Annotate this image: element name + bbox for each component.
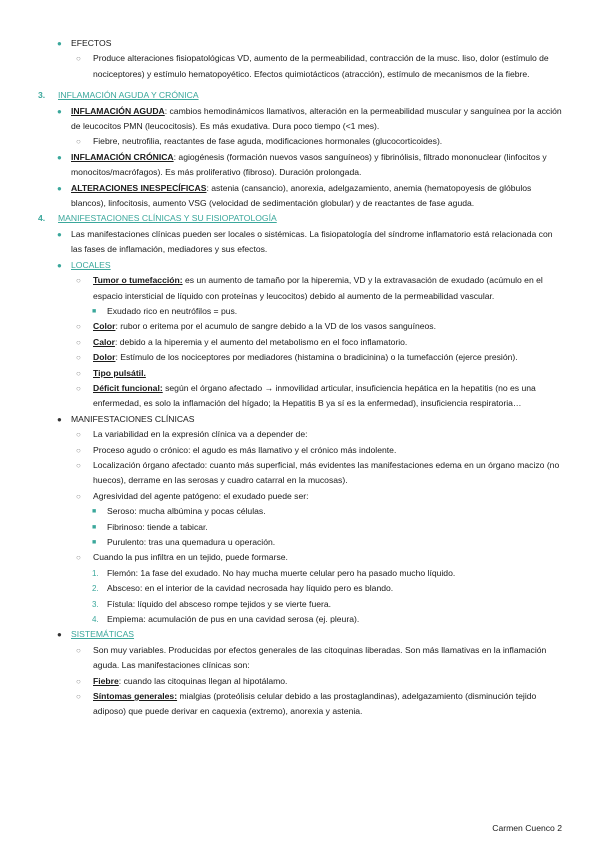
section-3-number: 3. — [38, 90, 46, 101]
sintomas-label: Síntomas generales: — [93, 691, 178, 702]
manif-item-4: Agresividad del agente patógeno: el exudado puede ser: — [93, 490, 309, 501]
list-item-color — [0, 319, 600, 334]
empiema: Empiema: acumulación de pus en una cavidad serosa (ej. pleura). — [107, 614, 360, 625]
list-item — [0, 566, 600, 581]
section-4-number: 4. — [38, 213, 46, 224]
square-bullet-icon: ■ — [92, 523, 97, 531]
square-bullet-icon: ■ — [92, 539, 97, 546]
circle-bullet-icon: ○ — [76, 645, 81, 655]
square-bullet-icon: ■ — [92, 307, 97, 315]
tipo-label: Tipo pulsátil. — [93, 367, 146, 378]
efectos-text: Produce alteraciones fisiopatológicas VD, aumento de la permeabilidad, contracción de la musc. liso, dolor (estímulo de nociceptores) y estímulo hematopoyético. Efectos quimiotácticos (atracción), estímulo de mecanismos de la fiebre. — [93, 53, 549, 79]
list-item — [0, 520, 600, 535]
circle-bullet-icon: ○ — [76, 322, 81, 332]
list-item — [0, 597, 600, 612]
inesp-label: ALTERACIONES INESPECÍFICAS — [71, 182, 207, 193]
sist-intro: Son muy variables. Producidas por efectos generales de las citoquinas liberadas. Son más llamativas en la inflamación aguda. Las manifestaciones clínicas son: — [93, 644, 547, 671]
bullet-icon: ● — [57, 414, 62, 424]
tumor-text: es un aumento de tamaño por la hiperemia, VD y la extravasación de exudado (acúmulo en el espacio intersticial de líquido con proteínas y leucocitos) debido al aumento de la permeabilidad vascular. — [93, 275, 543, 301]
list-item — [0, 581, 600, 596]
list-item — [0, 535, 600, 550]
circle-bullet-icon: ○ — [76, 491, 81, 501]
document-page — [0, 36, 600, 720]
inesp-text: : astenia (cansancio), anorexia, adelgazamiento, anemia (hematopoyesis de glóbulos blancos), linfocitosis, aumento VSG (velocidad de sedimentación globular) y de reactantes de fase aguda. — [71, 182, 532, 209]
list-item-deficit — [0, 381, 600, 412]
manif-item-1: La variabilidad en la expresión clínica va a depender de: — [93, 429, 308, 440]
list-item-sintomas — [0, 689, 600, 720]
bullet-icon: ● — [57, 106, 62, 116]
calor-label: Calor — [93, 336, 115, 347]
circle-bullet-icon: ○ — [76, 337, 81, 347]
section-4-intro: Las manifestaciones clínicas pueden ser locales o sistémicas. La fisiopatología del síndrome inflamatorio está relacionada con las fases de inflamación, mediadores y sus efectos. — [71, 228, 553, 255]
exudado-purulento: Purulento: tras una quemadura u operación. — [107, 537, 276, 547]
manif-title: MANIFESTACIONES CLÍNICAS — [71, 413, 195, 424]
list-item — [0, 489, 600, 504]
list-item — [0, 643, 600, 674]
list-item — [0, 504, 600, 519]
list-item-inespecificas — [0, 181, 600, 212]
list-item-locales — [0, 258, 600, 273]
circle-bullet-icon: ○ — [76, 676, 81, 686]
dolor-label: Dolor — [93, 352, 116, 363]
fistula: Fístula: líquido del absceso rompe tejidos y se vierte fuera. — [107, 598, 332, 609]
square-bullet-icon: ■ — [92, 508, 97, 516]
list-item-dolor — [0, 350, 600, 365]
bullet-icon: ● — [57, 183, 62, 193]
deficit-text: según el órgano afectado → inmovilidad articular, insuficiencia hepática en la hepatitis (no es una enfermedad, es solo la inflamación del hígado; la Hepatitis B ya sí es la enfermedad), insuficiencia respiratoria… — [93, 382, 536, 409]
section-3-title: INFLAMACIÓN AGUDA Y CRÓNICA — [58, 90, 199, 101]
aguda-text: : cambios hemodinámicos llamativos, alteración en la permeabilidad muscular y sanguínea por la acción de leucocitos PMN (leucocitosis). Es más exudativa. Dura poco tiempo (<1 mes). — [71, 105, 562, 132]
circle-bullet-icon: ○ — [76, 460, 81, 470]
section-4-heading — [0, 211, 600, 226]
list-item — [0, 427, 600, 442]
cronica-label: INFLAMACIÓN CRÓNICA — [71, 151, 174, 162]
tumor-sub: Exudado rico en neutrófilos = pus. — [107, 305, 238, 316]
list-number: 3. — [92, 599, 99, 609]
dolor-text: : Estímulo de los nociceptores por mediadores (histamina o bradicinina) o la tumefacción (ejerce presión). — [115, 352, 518, 363]
calor-text: : debido a la hiperemia y el aumento del metabolismo en el foco inflamatorio. — [114, 336, 408, 347]
locales-title: LOCALES — [71, 259, 111, 270]
color-text: : rubor o eritema por el acumulo de sangre debido a la VD de los vasos sanguíneos. — [115, 321, 436, 332]
deficit-label: Déficit funcional: — [93, 382, 163, 393]
list-item-cronica — [0, 150, 600, 181]
section-3-heading — [0, 88, 600, 103]
circle-bullet-icon: ○ — [76, 276, 81, 286]
list-item-aguda — [0, 104, 600, 135]
list-number: 4. — [92, 615, 99, 625]
sintomas-text: mialgias (proteólisis celular debido a las prostaglandinas), adelgazamiento (disminución tejido adiposo) que puede derivar en caquexia (extremo), anorexia y astenia. — [93, 691, 537, 717]
circle-bullet-icon: ○ — [76, 383, 81, 393]
sist-title: SISTEMÁTICAS — [71, 629, 135, 640]
exudado-seroso: Seroso: mucha albúmina y pocas células. — [107, 506, 266, 517]
list-item — [0, 612, 600, 627]
circle-bullet-icon: ○ — [76, 445, 81, 455]
circle-bullet-icon: ○ — [76, 553, 81, 563]
circle-bullet-icon: ○ — [76, 368, 81, 378]
list-item-efectos-text — [0, 51, 600, 82]
color-label: Color — [93, 321, 116, 332]
bullet-icon: ● — [57, 260, 62, 270]
manif-item-2: Proceso agudo o crónico: el agudo es más llamativo y el crónico más indolente. — [93, 444, 397, 455]
list-item-tumor-sub — [0, 304, 600, 319]
section-4-title: MANIFESTACIONES CLÍNICAS Y SU FISIOPATOLOGÍA — [58, 213, 277, 224]
bullet-icon: ● — [57, 630, 62, 640]
manif-item-3: Localización órgano afectado: cuanto más superficial, más evidentes las manifestaciones edema en un órgano macizo (no huecos), derrame en las serosas y cuadro catarral en la mucosas). — [93, 459, 560, 486]
aguda-sub: Fiebre, neutrofilia, reactantes de fase aguda, modificaciones hormonales (glucocorticoides). — [93, 136, 443, 147]
list-item — [0, 458, 600, 489]
list-item — [0, 550, 600, 565]
aguda-label: INFLAMACIÓN AGUDA — [71, 105, 165, 116]
bullet-icon: ● — [57, 39, 62, 48]
list-item-calor — [0, 335, 600, 350]
circle-bullet-icon: ○ — [76, 430, 81, 440]
list-item-tipo — [0, 366, 600, 381]
list-item-efectos — [0, 36, 600, 51]
fiebre-label: Fiebre — [93, 675, 119, 686]
list-item-sistematicas — [0, 627, 600, 642]
list-item — [0, 443, 600, 458]
absceso: Absceso: en el interior de la cavidad necrosada hay líquido pero es blando. — [107, 583, 394, 594]
list-number: 1. — [92, 568, 99, 578]
circle-bullet-icon: ○ — [76, 137, 81, 147]
list-item-aguda-sub — [0, 134, 600, 149]
manif-item-5: Cuando la pus infiltra en un tejido, puede formarse. — [93, 552, 288, 563]
cronica-text: : agiogénesis (formación nuevos vasos sanguíneos) y fibrinólisis, filtrado mononuclear (linfocitos y monocitos/macrófagos). Es más proliferativo (fibroso). Duración prolongada. — [71, 151, 547, 178]
page-footer: Carmen Cuenco 2 — [492, 822, 562, 833]
list-item-fiebre — [0, 674, 600, 689]
bullet-icon: ● — [57, 229, 62, 239]
fiebre-text: : cuando las citoquinas llegan al hipotálamo. — [118, 675, 288, 686]
circle-bullet-icon: ○ — [76, 353, 81, 363]
circle-bullet-icon: ○ — [76, 692, 81, 702]
list-number: 2. — [92, 584, 99, 594]
list-item-tumor — [0, 273, 600, 304]
flemon: Flemón: 1a fase del exudado. No hay mucha muerte celular pero ha pasado mucho líquido. — [107, 567, 456, 578]
efectos-title: EFECTOS — [71, 38, 112, 48]
list-item-intro — [0, 227, 600, 258]
list-item-manifestaciones — [0, 412, 600, 427]
circle-bullet-icon: ○ — [76, 54, 81, 64]
exudado-fibrinoso: Fibrinoso: tiende a tabicar. — [107, 521, 208, 532]
bullet-icon: ● — [57, 152, 62, 162]
tumor-label: Tumor o tumefacción: — [93, 275, 183, 286]
